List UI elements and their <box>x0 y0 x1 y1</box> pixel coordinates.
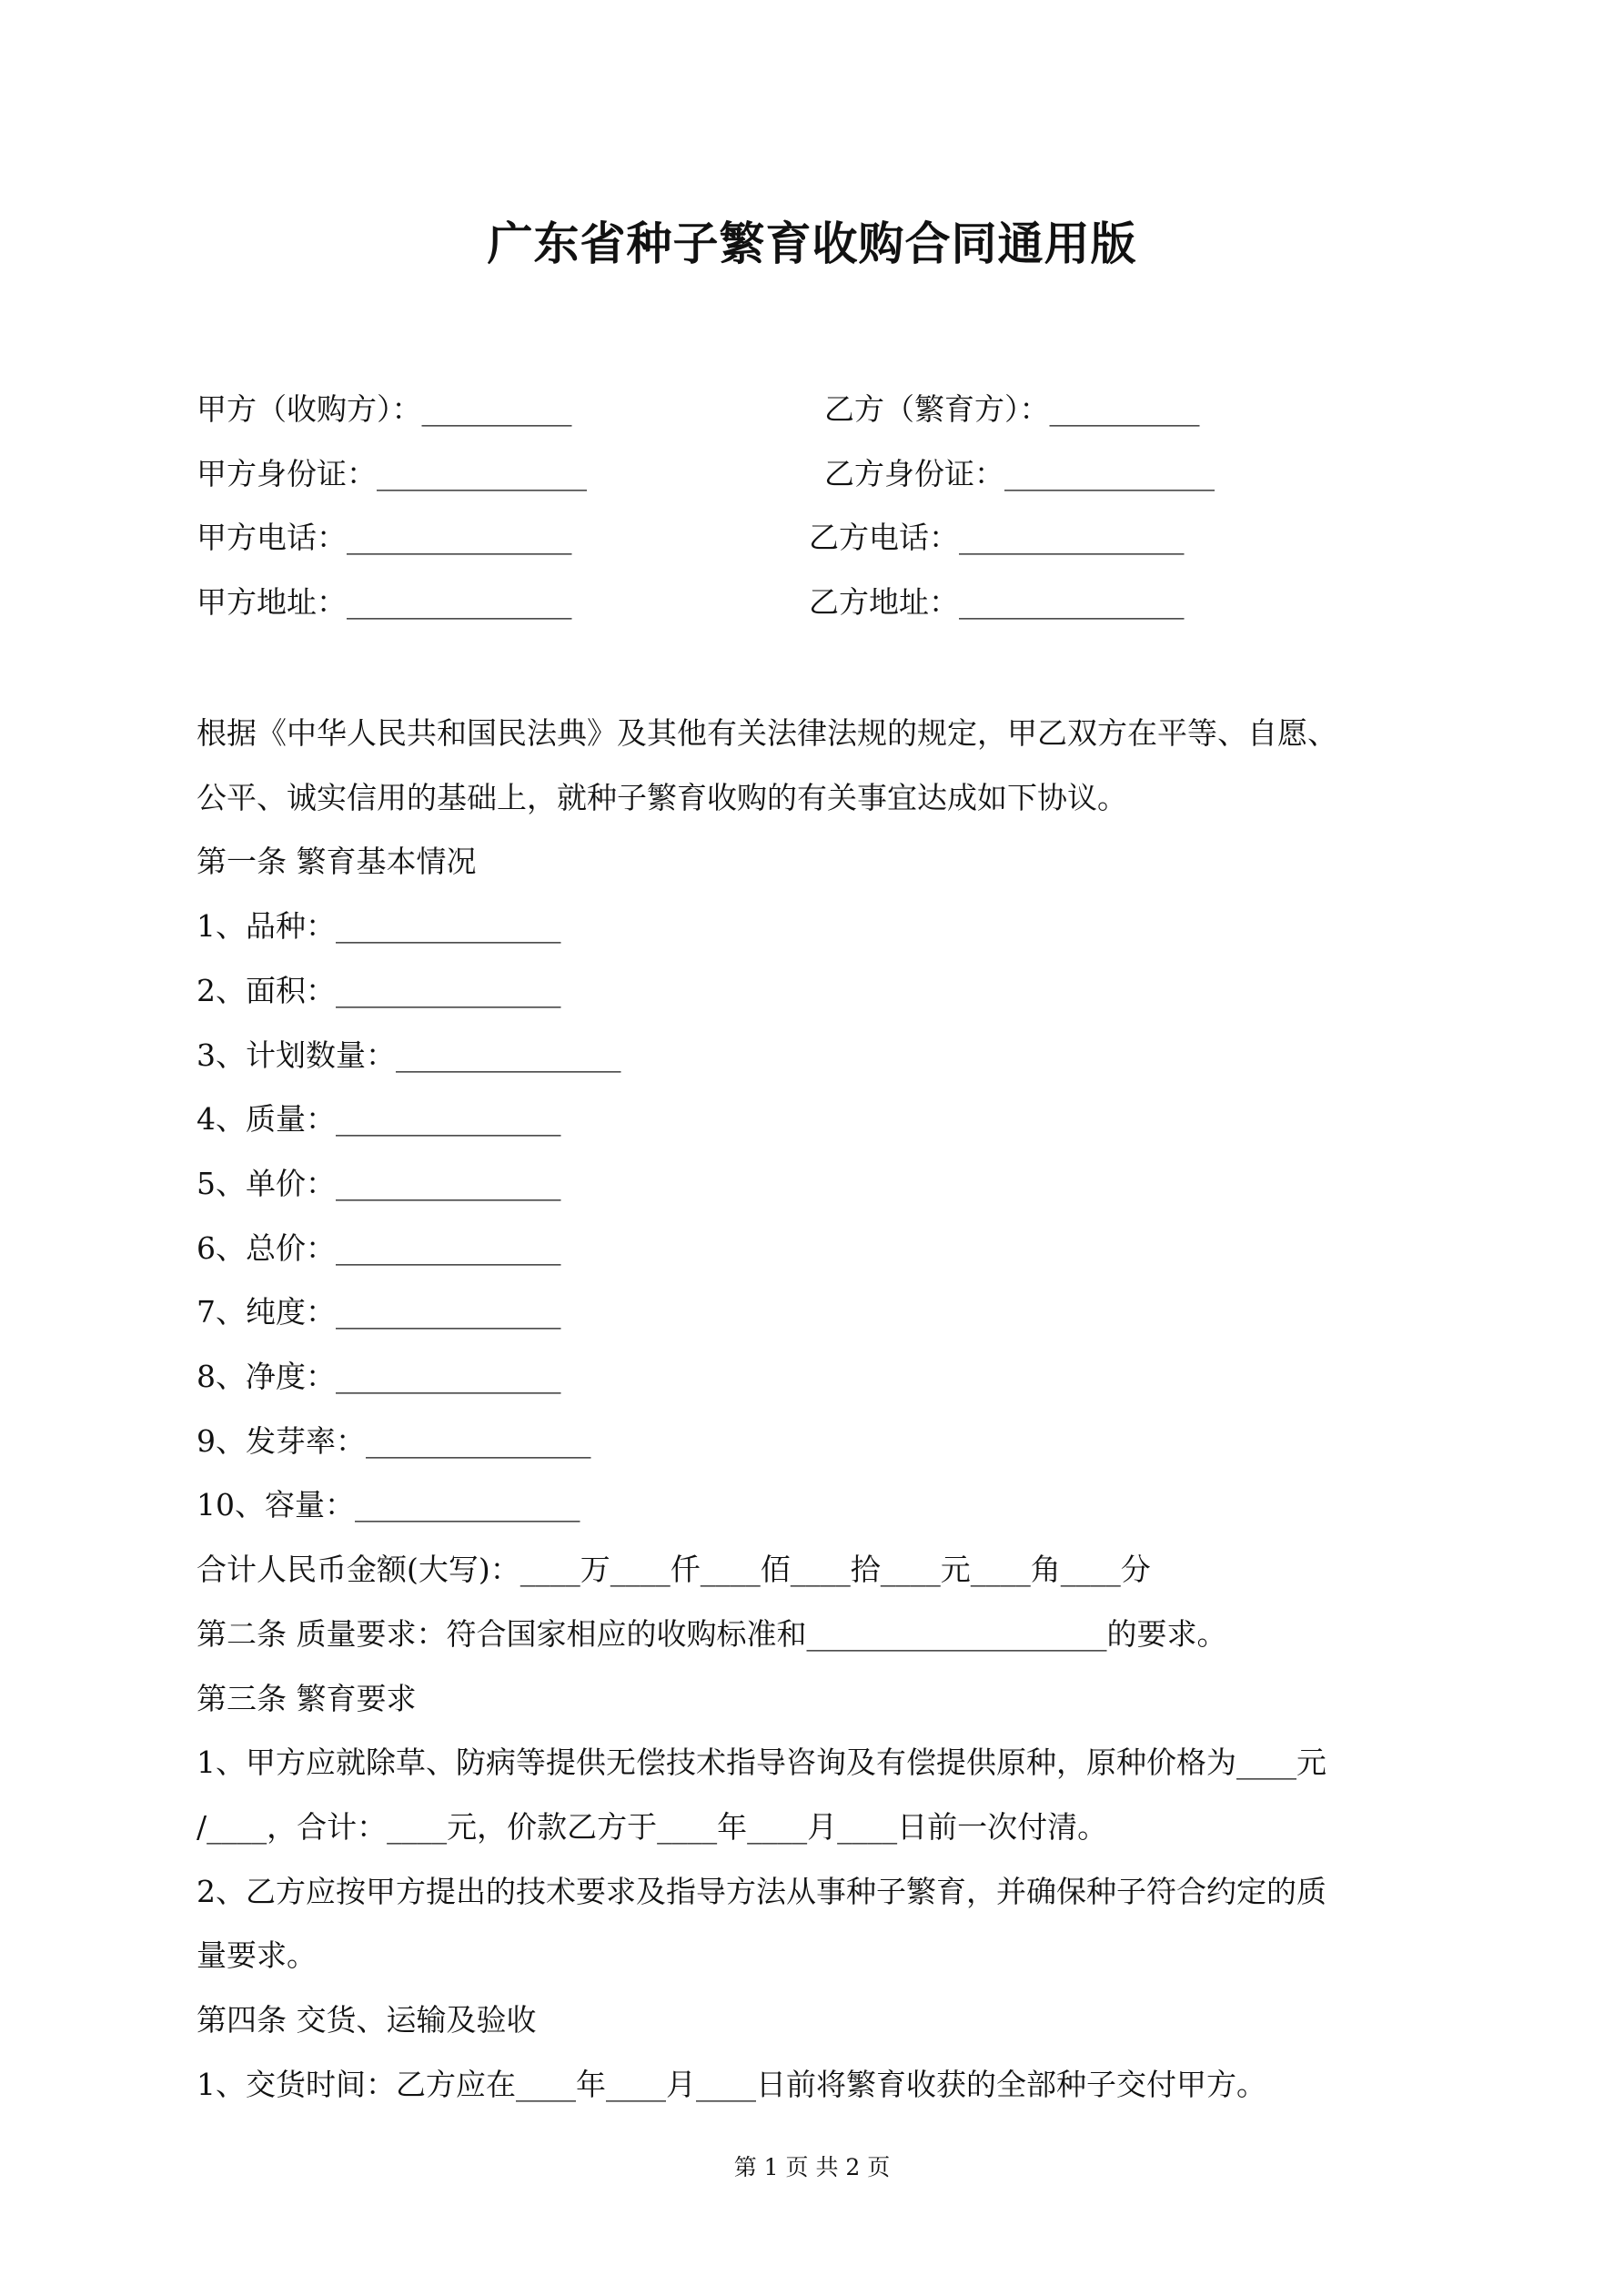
body-line: 合计人民币金额(大写)：____万____仟____佰____拾____元____角____分 <box>197 1552 1151 1588</box>
body-line: 5、单价：_______________ <box>197 1165 561 1201</box>
body-line: 公平、诚实信用的基础上，就种子繁育收购的有关事宜达成如下协议。 <box>197 779 1127 815</box>
body-line: 第四条 交货、运输及验收 <box>197 2002 537 2038</box>
page-footer: 第 1 页 共 2 页 <box>733 2154 891 2180</box>
body-line: 6、总价：_______________ <box>197 1229 561 1266</box>
body-line: 10、容量：_______________ <box>197 1487 580 1523</box>
body-line: 9、发芽率：_______________ <box>197 1422 591 1459</box>
document-title: 广东省种子繁育收购合同通用版 <box>487 217 1137 270</box>
party-a-address: 甲方地址：_______________ <box>197 584 572 620</box>
party-b-phone: 乙方电话：_______________ <box>809 520 1185 555</box>
party-a-id: 甲方身份证：______________ <box>197 456 587 491</box>
party-b-id: 乙方身份证：______________ <box>824 456 1215 491</box>
body-line: 第三条 繁育要求 <box>197 1680 417 1716</box>
body-line: 量要求。 <box>197 1937 317 1974</box>
party-a-name: 甲方（收购方）：__________ <box>197 391 572 427</box>
body-line: 8、净度：_______________ <box>197 1359 561 1394</box>
body-line: 第一条 繁育基本情况 <box>197 844 477 880</box>
body-line: 2、乙方应按甲方提出的技术要求及指导方法从事种子繁育，并确保种子符合约定的质 <box>197 1873 1326 1909</box>
body-line: 根据《中华人民共和国民法典》及其他有关法律法规的规定，甲乙双方在平等、自愿、 <box>197 715 1337 751</box>
body-line: 7、纯度：_______________ <box>197 1294 561 1330</box>
body-line: 1、甲方应就除草、防病等提供无偿技术指导咨询及有偿提供原种，原种价格为____元 <box>197 1745 1326 1781</box>
body-line: 3、计划数量：_______________ <box>197 1037 621 1073</box>
party-b-name: 乙方（繁育方）：__________ <box>824 391 1200 427</box>
body-line: 4、质量：_______________ <box>197 1101 561 1138</box>
party-a-phone: 甲方电话：_______________ <box>197 520 572 555</box>
body-line: 1、品种：_______________ <box>197 908 561 945</box>
body-line: 第二条 质量要求：符合国家相应的收购标准和____________________的要求。 <box>197 1615 1227 1652</box>
body-line: /____，合计：____元，价款乙方于____年____月____日前一次付清。 <box>197 1808 1108 1845</box>
body-line: 1、交货时间：乙方应在____年____月____日前将繁育收获的全部种子交付甲方。 <box>197 2066 1266 2102</box>
body-line: 2、面积：_______________ <box>197 972 561 1008</box>
party-b-address: 乙方地址：_______________ <box>809 584 1185 620</box>
